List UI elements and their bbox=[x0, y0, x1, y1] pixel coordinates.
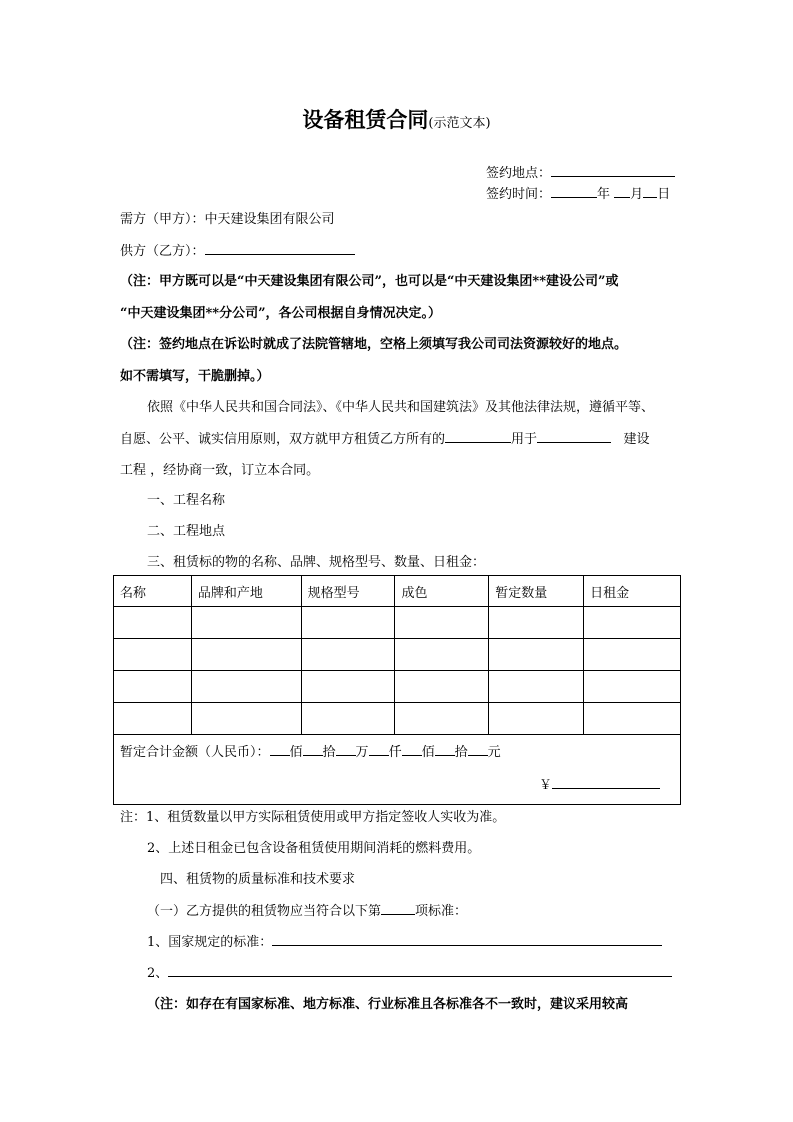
para1-line1: 依照《中华人民共和国合同法》、《中华人民共和国建筑法》及其他法律法规，遵循平等、 bbox=[147, 400, 655, 415]
header-brand-origin: 品牌和产地 bbox=[191, 576, 301, 607]
table-row bbox=[114, 607, 681, 639]
table-cell[interactable] bbox=[114, 607, 192, 639]
table-cell[interactable] bbox=[191, 607, 301, 639]
sign-month-field[interactable] bbox=[614, 184, 630, 198]
yen-symbol: ￥ bbox=[538, 778, 552, 793]
table-cell[interactable] bbox=[191, 639, 301, 671]
standard-1-row: 1、国家规定的标准： bbox=[147, 931, 662, 950]
project-field[interactable] bbox=[537, 429, 611, 443]
table-cell[interactable] bbox=[191, 671, 301, 703]
header-model: 规格型号 bbox=[301, 576, 395, 607]
table-cell[interactable] bbox=[489, 639, 584, 671]
party-b-row: 供方（乙方）： bbox=[120, 240, 355, 259]
yen-total-line bbox=[120, 774, 674, 793]
table-cell[interactable] bbox=[584, 671, 681, 703]
table-row bbox=[114, 671, 681, 703]
header-name: 名称 bbox=[114, 576, 192, 607]
rental-items-table bbox=[113, 575, 681, 805]
note2-line1: （注：签约地点在诉讼时就成了法院管辖地，空格上须填写我公司司法资源较好的地点。 bbox=[120, 337, 628, 352]
table-cell[interactable] bbox=[191, 703, 301, 735]
document-title: 设备租赁合同(示范文本) bbox=[302, 107, 491, 132]
header-condition: 成色 bbox=[395, 576, 489, 607]
table-header-row bbox=[114, 576, 681, 607]
table-cell[interactable] bbox=[301, 703, 395, 735]
note3-line1: 注：1、租赁数量以甲方实际租赁使用或甲方指定签收人实收为准。 bbox=[120, 810, 506, 825]
table-cell[interactable] bbox=[301, 607, 395, 639]
table-row bbox=[114, 639, 681, 671]
standard-number-field[interactable] bbox=[381, 901, 415, 915]
para1-line3: 工程 ，经协商一致，订立本合同。 bbox=[120, 463, 320, 478]
table-cell[interactable] bbox=[584, 703, 681, 735]
section-4-1: （一）乙方提供的租赁物应当符合以下第 项标准： bbox=[147, 900, 467, 919]
amount-field[interactable] bbox=[303, 742, 323, 756]
table-cell[interactable] bbox=[114, 671, 192, 703]
table-cell[interactable] bbox=[489, 671, 584, 703]
table-cell[interactable] bbox=[584, 607, 681, 639]
table-cell[interactable] bbox=[395, 607, 489, 639]
section-1: 一、工程名称 bbox=[147, 493, 226, 508]
equipment-field[interactable] bbox=[445, 429, 511, 443]
sign-place-field[interactable] bbox=[551, 163, 675, 177]
table-row bbox=[114, 703, 681, 735]
yen-amount-field[interactable] bbox=[552, 775, 660, 789]
amount-field[interactable] bbox=[336, 742, 356, 756]
amount-field[interactable] bbox=[435, 742, 455, 756]
section-3: 三、租赁标的物的名称、品牌、规格型号、数量、日租金： bbox=[147, 555, 486, 570]
table-cell[interactable] bbox=[114, 703, 192, 735]
total-row bbox=[114, 735, 681, 805]
sign-year-field[interactable] bbox=[551, 184, 597, 198]
sign-time-row: 签约时间： 年 月 日 bbox=[486, 183, 670, 202]
sign-day-field[interactable] bbox=[643, 184, 657, 198]
note3-line2: 2、上述日租金已包含设备租赁使用期间消耗的燃料费用。 bbox=[147, 841, 481, 856]
table-cell[interactable] bbox=[395, 639, 489, 671]
note2-line2: 如不需填写，干脆删掉。） bbox=[120, 369, 270, 384]
table-cell[interactable] bbox=[395, 671, 489, 703]
party-b-field[interactable] bbox=[205, 241, 355, 255]
sign-place-row: 签约地点： bbox=[486, 162, 675, 181]
para1-line2: 自愿、公平、诚实信用原则，双方就甲方租赁乙方所有的 用于 建设 bbox=[120, 428, 649, 447]
amount-field[interactable] bbox=[402, 742, 422, 756]
note1-line2: “中天建设集团**分公司”，各公司根据自身情况决定。） bbox=[120, 306, 442, 321]
table-cell[interactable] bbox=[489, 703, 584, 735]
standard-2-field[interactable] bbox=[168, 963, 672, 977]
table-cell[interactable] bbox=[395, 703, 489, 735]
table-cell[interactable] bbox=[301, 671, 395, 703]
table-cell[interactable] bbox=[489, 607, 584, 639]
total-cell bbox=[114, 735, 681, 805]
table-cell[interactable] bbox=[114, 639, 192, 671]
note1-line1: （注：甲方既可以是“中天建设集团有限公司”，也可以是“中天建设集团**建设公司”或 bbox=[120, 274, 619, 289]
header-daily-rent: 日租金 bbox=[584, 576, 681, 607]
section-2: 二、工程地点 bbox=[147, 524, 226, 539]
amount-field[interactable] bbox=[270, 742, 290, 756]
standard-1-field[interactable] bbox=[272, 932, 662, 946]
table-cell[interactable] bbox=[584, 639, 681, 671]
party-a: 需方（甲方）：中天建设集团有限公司 bbox=[120, 212, 335, 227]
amount-field[interactable] bbox=[369, 742, 389, 756]
section-4: 四、租赁物的质量标准和技术要求 bbox=[160, 872, 356, 887]
total-amount-line: 暂定合计金额（人民币）： 佰 拾 万 仟 佰 拾 元 bbox=[120, 741, 674, 760]
note4: （注：如存在有国家标准、地方标准、行业标准且各标准各不一致时，建议采用较高 bbox=[147, 997, 629, 1012]
amount-field[interactable] bbox=[468, 742, 488, 756]
table-cell[interactable] bbox=[301, 639, 395, 671]
standard-2-row: 2、 bbox=[147, 962, 672, 981]
header-quantity: 暂定数量 bbox=[489, 576, 584, 607]
